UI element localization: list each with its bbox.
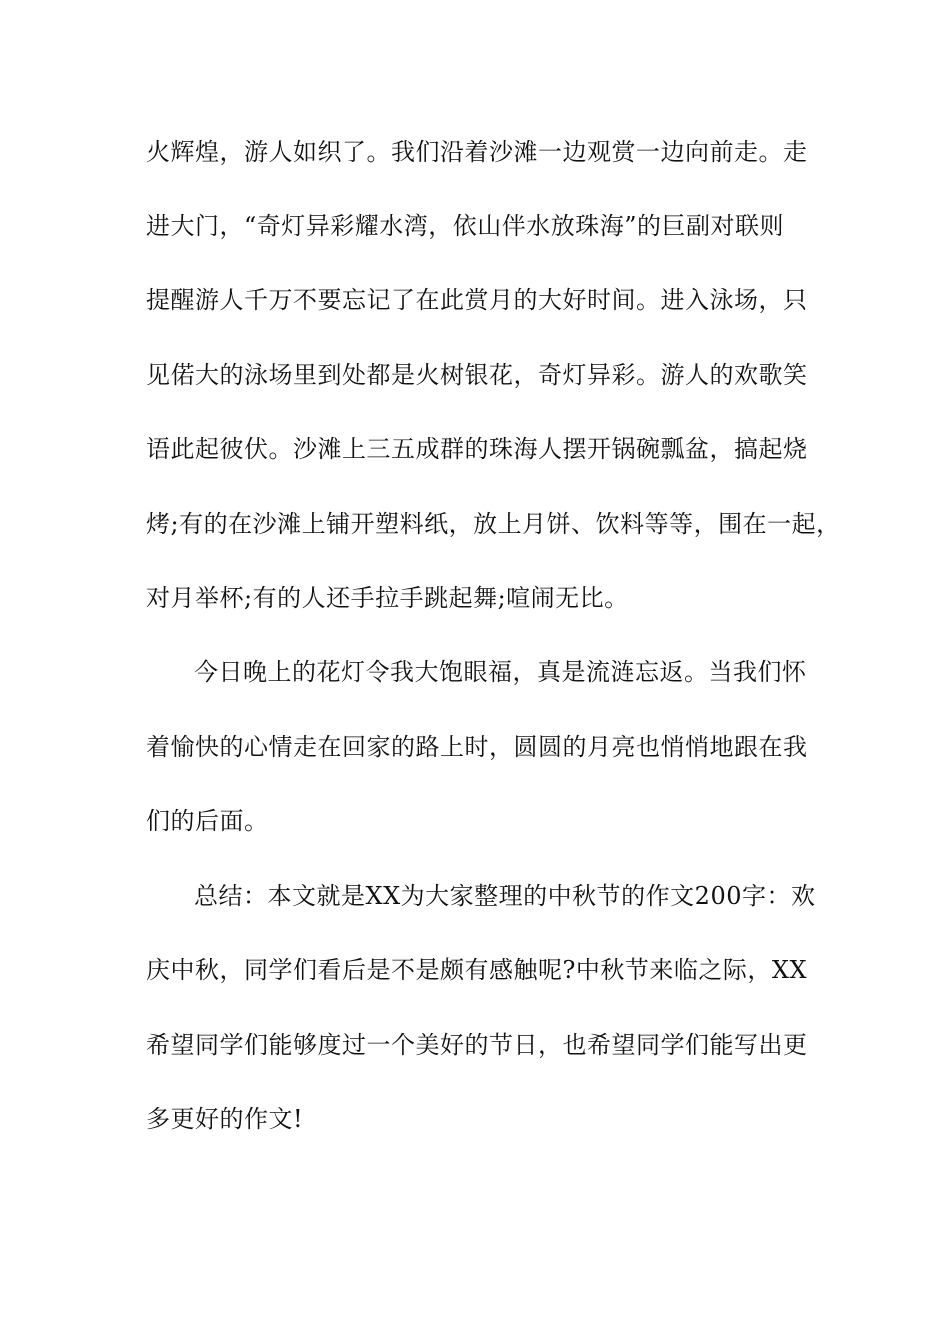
text-line: 多更好的作文! bbox=[146, 1105, 304, 1133]
text-line: 进大门，“奇灯异彩耀水湾，依山伴水放珠海”的巨副对联则 bbox=[146, 212, 785, 240]
text-line: 烤;有的在沙滩上铺开塑料纸，放上月饼、饮料等等，围在一起， bbox=[146, 510, 841, 538]
text-line: 提醒游人千万不要忘记了在此赏月的大好时间。进入泳场，只 bbox=[146, 286, 808, 314]
text-line: 火辉煌，游人如织了。我们沿着沙滩一边观赏一边向前走。走 bbox=[146, 138, 808, 166]
text-line: 着愉快的心情走在回家的路上时，圆圆的月亮也悄悄地跟在我 bbox=[146, 733, 808, 761]
text-line: 希望同学们能够度过一个美好的节日，也希望同学们能写出更 bbox=[146, 1031, 808, 1059]
text-line: 对月举杯;有的人还手拉手跳起舞;喧闹无比。 bbox=[146, 584, 629, 612]
text-line: 今日晚上的花灯令我大饱眼福，真是流涟忘返。当我们怀 bbox=[194, 658, 807, 686]
text-line: 们的后面。 bbox=[146, 807, 269, 835]
text-line: 总结：本文就是XX为大家整理的中秋节的作文200字：欢 bbox=[194, 882, 816, 910]
text-line: 语此起彼伏。沙滩上三五成群的珠海人摆开锅碗瓢盆，搞起烧 bbox=[146, 435, 808, 463]
text-line: 庆中秋，同学们看后是不是颇有感触呢?中秋节来临之际，XX bbox=[146, 956, 808, 984]
text-line: 见偌大的泳场里到处都是火树银花，奇灯异彩。游人的欢歌笑 bbox=[146, 361, 808, 389]
